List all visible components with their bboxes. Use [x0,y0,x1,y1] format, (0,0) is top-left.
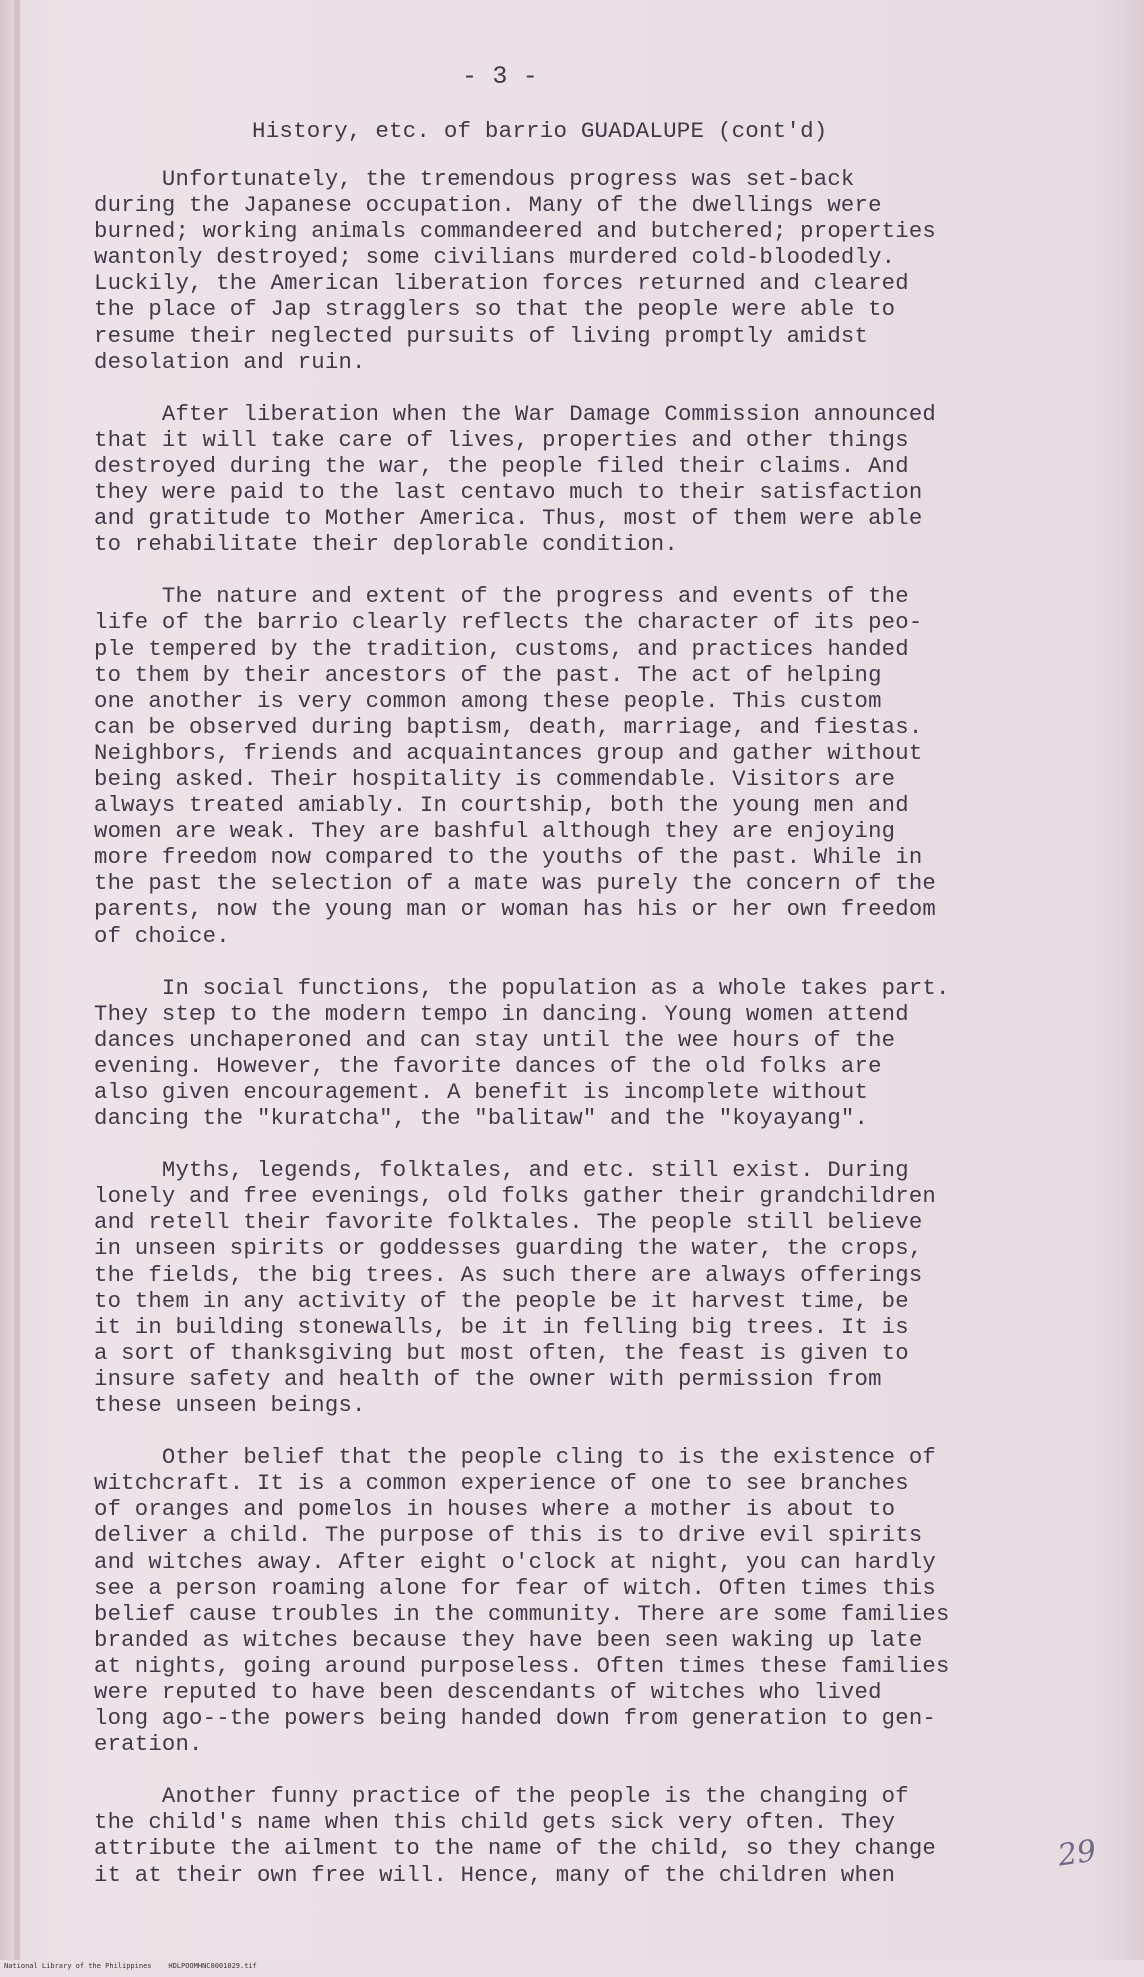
text-line: women are weak. They are bashful although they are enjoying [94,818,896,845]
text-line: destroyed during the war, the people filed their claims. And [94,452,909,479]
text-line: they were paid to the last centavo much to their satisfaction [94,479,923,506]
text-line: attribute the ailment to the name of the child, so they change [94,1835,936,1862]
text-line: one another is very common among these people. This custom [94,687,882,714]
text-line: witchcraft. It is a common experience of one to see branches [94,1470,909,1497]
paragraph-social-functions [94,975,1074,1132]
text-line: long ago--the powers being handed down from generation to gen- [94,1705,936,1732]
text-line: Myths, legends, folktales, and etc. still exist. During [94,1157,909,1184]
text-line: lonely and free evenings, old folks gather their grandchildren [94,1183,936,1210]
text-line: to rehabilitate their deplorable condition. [94,531,678,558]
text-line: the child's name when this child gets sick very often. They [94,1809,896,1836]
text-line: of choice. [94,922,230,949]
text-line: the place of Jap stragglers so that the people were able to [94,296,896,323]
text-line: desolation and ruin. [94,348,366,375]
text-line: Another funny practice of the people is the changing of [94,1783,909,1810]
text-line: during the Japanese occupation. Many of the dwellings were [94,192,882,219]
text-line: more freedom now compared to the youths of the past. While in [94,844,923,871]
text-line: They step to the modern tempo in dancing. Young women attend [94,1000,909,1027]
paragraph-witchcraft [94,1444,1074,1757]
text-line: a sort of thanksgiving but most often, the feast is given to [94,1339,909,1366]
paragraph-customs [94,583,1074,948]
page-number: - 3 - [461,62,538,91]
text-line: the past the selection of a mate was purely the concern of the [94,870,936,897]
text-line: Luckily, the American liberation forces returned and cleared [94,270,909,297]
text-line: eration. [94,1731,203,1758]
text-line: deliver a child. The purpose of this is to drive evil spirits [94,1522,923,1549]
handwritten-page-mark: 29 [1055,1833,1099,1874]
document-body [94,166,1074,1914]
text-line: Other belief that the people cling to is the existence of [94,1444,936,1471]
text-line: life of the barrio clearly reflects the character of its peo- [94,609,923,636]
text-line: to them in any activity of the people be it harvest time, be [94,1287,909,1314]
paragraph-myths-legends [94,1157,1074,1418]
text-line: it at their own free will. Hence, many of the children when [94,1861,896,1888]
text-line: in unseen spirits or goddesses guarding the water, the crops, [94,1235,923,1262]
text-line: the fields, the big trees. As such there are always offerings [94,1261,923,1288]
paragraph-japanese-occupation [94,166,1074,375]
text-line: and gratitude to Mother America. Thus, most of them were able [94,505,923,532]
paragraph-war-damage [94,401,1074,558]
text-line: can be observed during baptism, death, marriage, and fiestas. [94,713,923,740]
text-line: Neighbors, friends and acquaintances group and gather without [94,739,923,766]
text-line: dancing the "kuratcha", the "balitaw" and the "koyayang". [94,1105,869,1132]
text-line: that it will take care of lives, properties and other things [94,426,909,453]
text-line: and retell their favorite folktales. The people still believe [94,1209,923,1236]
text-line: these unseen beings. [94,1392,366,1419]
text-line: wantonly destroyed; some civilians murdered cold-bloodedly. [94,244,896,271]
text-line: see a person roaming alone for fear of witch. Often times this [94,1574,936,1601]
text-line: of oranges and pomelos in houses where a mother is about to [94,1496,896,1523]
text-line: dances unchaperoned and can stay until the wee hours of the [94,1026,896,1053]
paragraph-name-changing [94,1783,1074,1887]
text-line: were reputed to have been descendants of witches who lived [94,1678,882,1705]
text-line: ple tempered by the tradition, customs, and practices handed [94,635,909,662]
text-line: always treated amiably. In courtship, both the young men and [94,792,909,819]
text-line: After liberation when the War Damage Commission announced [94,400,936,427]
text-line: parents, now the young man or woman has his or her own freedom [94,896,936,923]
text-line: The nature and extent of the progress and events of the [94,583,909,610]
text-line: belief cause troubles in the community. There are some families [94,1600,950,1627]
text-line: it in building stonewalls, be it in felling big trees. It is [94,1313,909,1340]
text-line: resume their neglected pursuits of living promptly amidst [94,322,869,349]
text-line: evening. However, the favorite dances of the old folks are [94,1052,882,1079]
text-line: and witches away. After eight o'clock at night, you can hardly [94,1548,936,1575]
text-line: In social functions, the population as a whole takes part. [94,974,950,1001]
text-line: also given encouragement. A benefit is incomplete without [94,1079,869,1105]
text-line: at nights, going around purposeless. Often times these families [94,1652,950,1679]
scan-footer-label: National Library of the Philippines HDLPOOMHNC0001029.tif [4,1962,257,1970]
text-line: branded as witches because they have been seen waking up late [94,1626,923,1653]
document-title: History, etc. of barrio GUADALUPE (cont'd) [252,118,828,144]
text-line: burned; working animals commandeered and butchered; properties [94,218,936,245]
text-line: Unfortunately, the tremendous progress was set-back [94,166,855,192]
text-line: to them by their ancestors of the past. The act of helping [94,661,882,688]
text-line: insure safety and health of the owner with permission from [94,1365,882,1392]
text-line: being asked. Their hospitality is commendable. Visitors are [94,765,896,792]
